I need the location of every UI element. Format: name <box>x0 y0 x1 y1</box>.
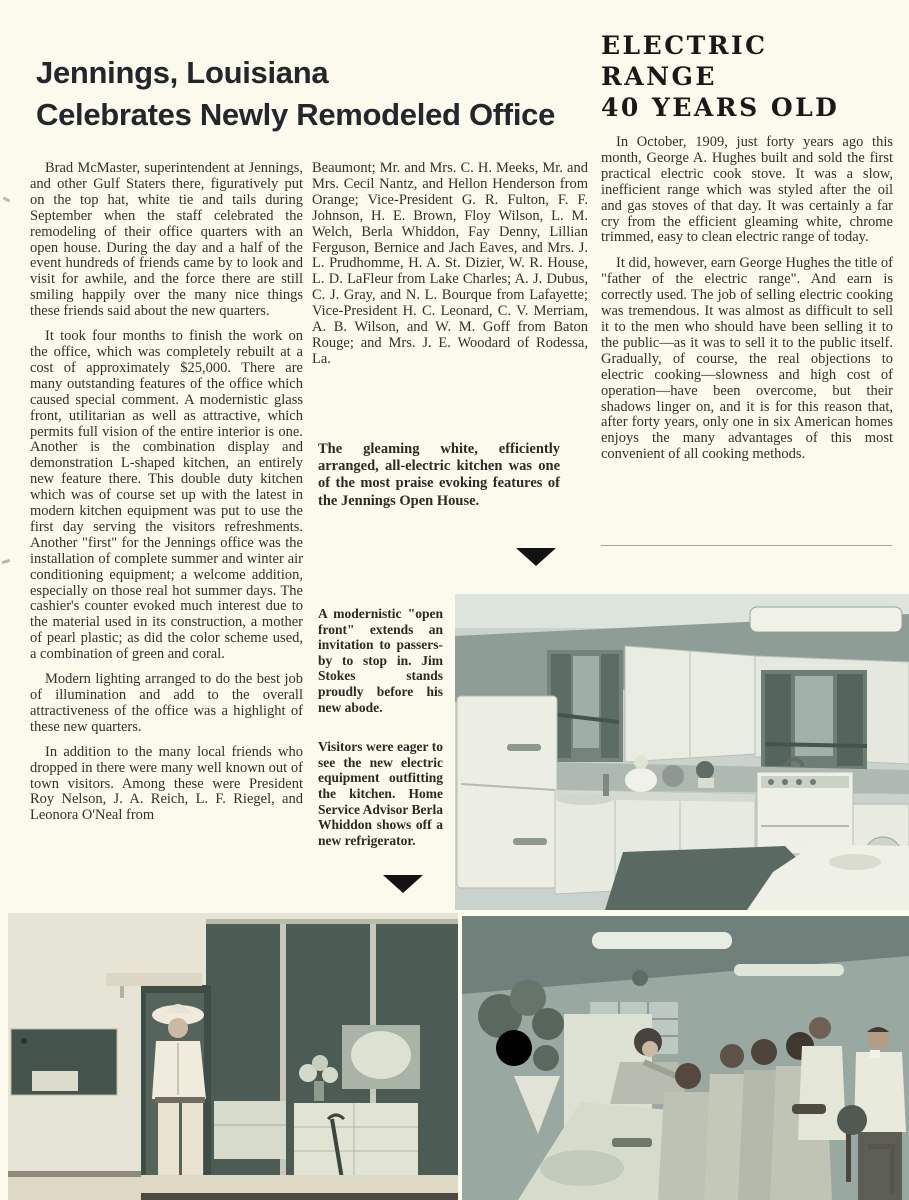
sidebar-headline-line2: 40 YEARS OLD <box>601 93 840 122</box>
refrigerator-caption: Visitors were eager to see the new electric equipment outfitting the kitchen. Home Service Advisor Berla Whiddon shows off a new refrigerator. <box>318 739 443 848</box>
page-title-line2: Celebrates Newly Remodeled Office <box>36 97 556 132</box>
article-paragraph: Modern lighting arranged to do the best job of illumination and add to the overall attractiveness of the office was a highlight of these new quarters. <box>30 671 303 735</box>
sidebar-body <box>601 135 893 463</box>
scan-artifact <box>2 559 11 564</box>
article-paragraph: It did, however, earn George Hughes the title of "father of the electric range". And earn is correctly used. The job of selling electric cooking was tremendous. It was almost as difficult to sell it to the men who should have been selling it to the public—as it was to sell it to the public itself. Gradually, of course, the real objections to electric cooking—slowness and high cost of operation—have been overcome, but their shadows linger on, and it is for this reason that, after forty years, only one in six American homes enjoys the many advantages of this most convenient of all cooking methods. <box>601 255 893 463</box>
article-column-1 <box>30 161 303 833</box>
photo-caption-column <box>318 606 443 872</box>
sidebar-headline-line1: ELECTRIC RANGE <box>601 31 768 91</box>
kitchen-photo <box>455 594 909 910</box>
scan-artifact <box>3 197 11 203</box>
sidebar-headline <box>601 30 893 123</box>
article-paragraph: Beaumont; Mr. and Mrs. C. H. Meeks, Mr. and Mrs. Cecil Nantz, and Hellon Henderson from Orange; Vice-President G. R. Fulton, F. F. Johnson, H. E. Brown, Floy Wilson, L. M. Welch, Berla Whiddon, Fay Denny, Lillian Ferguson, Bernice and Jach Eaves, and Mrs. J. L. Prudhomme, H. A. St. Dizier, W. R. House, L. D. LaFleur from Lake Charles; A. J. Dubus, C. J. Gray, and N. L. Bourque from Lafayette; Vice-President H. C. Leonard, C. V. Merriam, A. B. Wilson, and W. M. Goff from Baton Rouge; and Mrs. J. E. Woodard of Rodessa, La. <box>312 160 588 367</box>
article-paragraph: Brad McMaster, superintendent at Jennings, and other Gulf Staters there, figuratively put on the top hat, white tie and tails during September when the staff celebrated the remodeling of their office quarters with an open house. During the day and a half of the event hundreds of friends came by to look and visit for awhile, and the force there are still smiling happily over the many nice things these friends said about the new quarters. <box>30 160 303 320</box>
sidebar-article <box>601 30 893 473</box>
article-column-2 <box>312 161 588 377</box>
kitchen-photo-caption: The gleaming white, efficiently arranged, all-electric kitchen was one of the most praise evoking features of the Jennings Open House. <box>318 441 560 509</box>
down-arrow-icon <box>383 875 423 893</box>
article-paragraph: In October, 1909, just forty years ago this month, George A. Hughes built and sold the first practical electric cook stove. It was a slow, inefficient range which was styled after the oil and gas stoves of that day. It was certainly a far cry from the efficient gleaming white, chrome trimmed, easy to clean electric range of today. <box>601 134 893 246</box>
storefront-caption: A modernistic "open front" extends an invitation to passers-by to stop in. Jim Stokes stands proudly before his new abode. <box>318 606 443 715</box>
section-divider <box>601 545 892 546</box>
article-paragraph: It took four months to finish the work on the office, which was completely rebuilt at a cost of approximately $25,000. There are many outstanding features of the office which caused special comment. A modernistic glass front, utilitarian as well as attractive, which permits full vision of the entire interior is one. Another is the combination display and demonstration L-shaped kitchen, an entirely new feature there. This double duty kitchen which was of course set up with the latest in modern kitchen equipment was put to use the first day serving the visitors refreshments. Another "first" for the Jennings office was the installation of complete summer and winter air conditioning equipment; a welcome addition, especially on those real hot summer days. The cashier's counter evoked much interest due to the material used in its construction, a mother of pearl plastic; as did the color scheme used, a combination of green and coral. <box>30 328 303 663</box>
storefront-photo <box>8 913 458 1200</box>
page-title <box>36 52 596 136</box>
openhouse-group-photo <box>462 916 909 1200</box>
article-paragraph: In addition to the many local friends who dropped in there were many well known out of town visitors. Among these were President Roy Nelson, J. A. Reich, L. F. Riegel, and Leonora O'Neal from <box>30 743 303 824</box>
page-title-line1: Jennings, Louisiana <box>36 55 329 90</box>
down-arrow-icon <box>516 548 556 566</box>
